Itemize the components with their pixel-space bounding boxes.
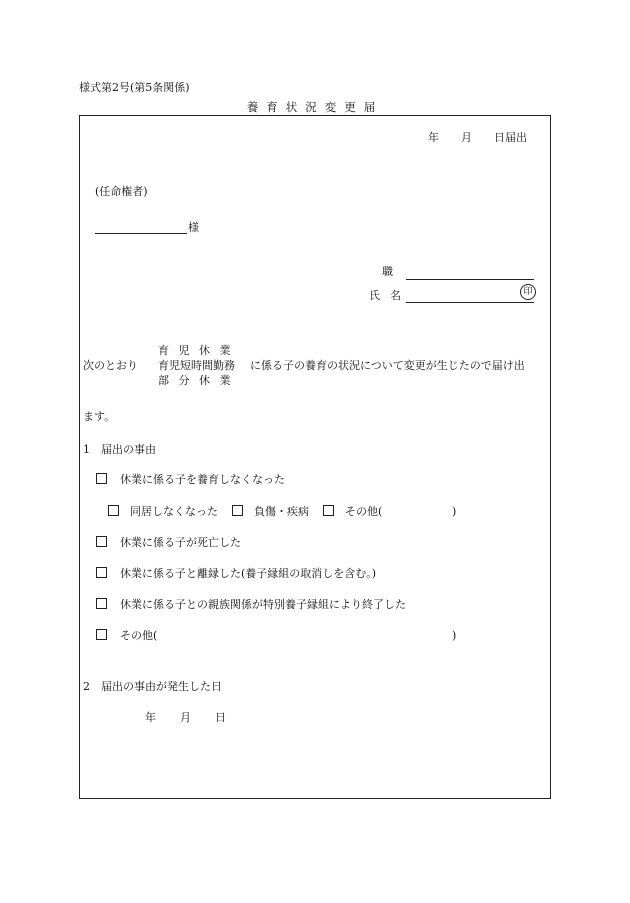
section1-title: 届出の事由 bbox=[101, 443, 156, 456]
sub-option-label-3: その他( bbox=[345, 505, 383, 518]
checkbox[interactable] bbox=[108, 505, 119, 516]
statement-suffix: に係る子の養育の状況について変更が生じたので届け出 bbox=[250, 359, 525, 372]
reason-sub-options bbox=[108, 505, 396, 519]
section2-number: 2 bbox=[83, 680, 90, 693]
checkbox[interactable] bbox=[96, 473, 107, 484]
date-year-label: 年 bbox=[428, 131, 439, 144]
reason-option-4[interactable] bbox=[96, 598, 406, 612]
form-title: 養育状況変更届 bbox=[246, 100, 384, 114]
checkbox[interactable] bbox=[96, 567, 107, 578]
reason-label-1: 休業に係る子を養育しなくなった bbox=[120, 473, 285, 486]
leave-type-childcare: 育児休業 bbox=[158, 344, 240, 357]
checkbox[interactable] bbox=[96, 536, 107, 547]
reason-option-1[interactable] bbox=[96, 473, 285, 487]
form-frame bbox=[79, 115, 551, 799]
reason-label-2: 休業に係る子が死亡した bbox=[120, 536, 241, 549]
sub-option-close-paren: ) bbox=[452, 505, 457, 518]
checkbox[interactable] bbox=[232, 505, 243, 516]
name-field[interactable] bbox=[406, 288, 534, 303]
reason-label-3: 休業に係る子と離縁した(養子縁組の取消しを含む。) bbox=[120, 567, 377, 580]
sub-option-1[interactable] bbox=[108, 505, 218, 518]
checkbox[interactable] bbox=[323, 505, 334, 516]
checkbox[interactable] bbox=[96, 598, 107, 609]
position-field[interactable] bbox=[406, 265, 534, 280]
name-label: 氏名 bbox=[369, 289, 411, 302]
sub-option-3[interactable] bbox=[323, 505, 382, 518]
reason-label-5: その他( bbox=[120, 629, 158, 642]
date-month-label: 月 bbox=[461, 131, 472, 144]
reason-option-2[interactable] bbox=[96, 536, 241, 550]
event-year-label: 年 bbox=[145, 711, 156, 724]
leave-type-partial: 部分休業 bbox=[158, 374, 240, 387]
addressee-suffix: 様 bbox=[188, 221, 199, 234]
sub-option-label-2: 負傷・疾病 bbox=[254, 505, 309, 518]
section2-heading bbox=[83, 680, 222, 694]
date-day-submitted-label: 日届出 bbox=[494, 131, 527, 144]
checkbox[interactable] bbox=[96, 629, 107, 640]
reason-label-4: 休業に係る子との親族関係が特別養子縁組により終了した bbox=[120, 598, 406, 611]
section2-title: 届出の事由が発生した日 bbox=[101, 680, 222, 693]
event-date bbox=[145, 711, 226, 725]
sub-option-2[interactable] bbox=[232, 505, 309, 518]
submission-date bbox=[428, 131, 527, 145]
section1-number: 1 bbox=[83, 443, 90, 456]
reason-option-3[interactable] bbox=[96, 567, 376, 581]
form-number: 様式第2号(第5条関係) bbox=[79, 81, 190, 94]
other-close-paren: ) bbox=[452, 629, 457, 642]
event-day-label: 日 bbox=[215, 711, 226, 724]
section1-heading bbox=[83, 443, 156, 457]
addressee-field[interactable] bbox=[95, 219, 187, 234]
statement-prefix: 次のとおり bbox=[83, 359, 138, 372]
statement-end: ます。 bbox=[83, 410, 116, 423]
seal-mark: 印 bbox=[520, 284, 536, 300]
position-label: 職 bbox=[382, 265, 393, 278]
reason-option-5[interactable] bbox=[96, 629, 157, 643]
event-month-label: 月 bbox=[180, 711, 191, 724]
sub-option-label-1: 同居しなくなった bbox=[130, 505, 218, 518]
appointer-label: (任命権者) bbox=[95, 185, 148, 198]
leave-type-short-hours: 育児短時間勤務 bbox=[158, 359, 235, 372]
